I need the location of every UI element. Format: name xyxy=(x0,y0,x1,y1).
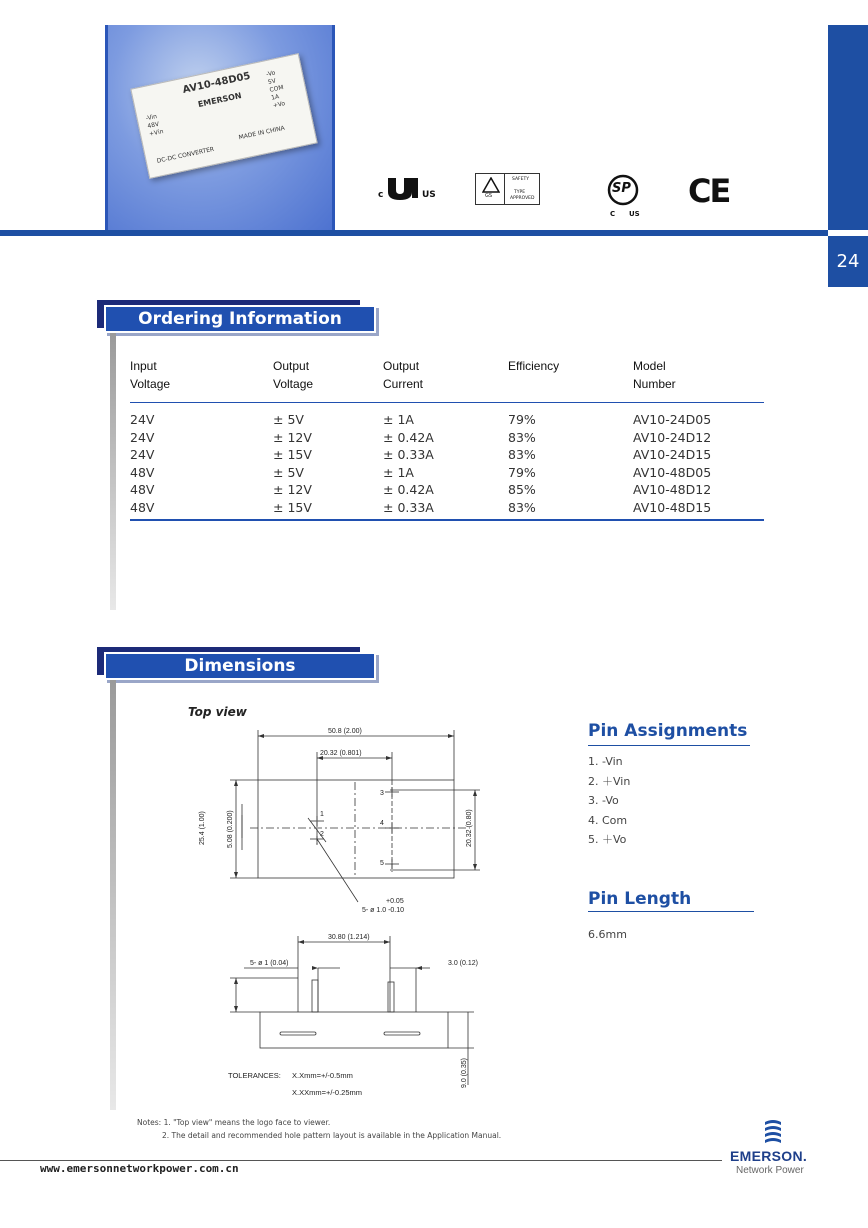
top-view-outline xyxy=(258,780,454,878)
pin-assignments-title: Pin Assignments xyxy=(588,721,748,741)
module-brand: EMERSON xyxy=(197,91,243,110)
pin-label-4: 4 xyxy=(380,820,384,827)
ce-mark: CE xyxy=(688,172,730,210)
ordering-side-rule xyxy=(110,333,116,610)
ordering-section-title: Ordering Information xyxy=(104,305,376,333)
dim-side-span: 30.80 (1.214) xyxy=(328,934,370,941)
dim-overall-width: 50.8 (2.00) xyxy=(328,728,362,735)
tolerances-label: TOLERANCES: xyxy=(228,1071,281,1080)
footer-rule xyxy=(0,1160,722,1161)
emerson-logo-subtext: Network Power xyxy=(736,1165,804,1176)
dimension-drawing xyxy=(180,720,500,1105)
tuv-gs-mark: GS SAFETY TYPE APPROVED xyxy=(475,173,540,205)
list-item: 3. -Vo xyxy=(588,794,619,807)
emerson-globe-icon xyxy=(762,1118,784,1146)
dim-height-right: 20.32 (0.80) xyxy=(466,809,473,847)
dim-pin-span: 20.32 (0.801) xyxy=(320,750,362,757)
dimensions-section-title: Dimensions xyxy=(104,652,376,680)
header-rule xyxy=(0,230,828,236)
pin-label-1: 1 xyxy=(320,811,324,818)
csa-mark: SP C US xyxy=(605,174,645,220)
pin-label-5: 5 xyxy=(380,860,384,867)
pin-label-2: 2 xyxy=(320,831,324,838)
converter-module-image xyxy=(130,53,317,179)
dim-inner-height: 5.08 (0.200) xyxy=(227,810,234,848)
table-header-rule xyxy=(130,402,764,403)
dim-pin-offset: 3.0 (0.12) xyxy=(448,960,478,967)
side-tab xyxy=(828,25,868,230)
ul-mark: c US xyxy=(376,176,446,206)
hole-spec: 5- ø 1.0 -0.10 xyxy=(362,907,405,914)
ul-logo-icon xyxy=(386,176,422,200)
tolerance-1: X.Xmm=+/-0.5mm xyxy=(292,1071,353,1080)
emerson-logo xyxy=(730,1118,830,1178)
module-pins-right: -Vo 5V COM 1A +Vo xyxy=(265,69,286,110)
tuv-triangle-icon xyxy=(482,177,500,193)
list-item: 5. ＋Vo xyxy=(588,833,627,846)
module-part-label: AV10-48D05 xyxy=(181,70,252,96)
pin-length-rule xyxy=(588,911,754,912)
col-header-efficiency: Efficiency xyxy=(508,359,560,373)
dim-side-height: 9.0 (0.35) xyxy=(461,1058,468,1088)
table-row: 48V ± 15V ± 0.33A 83% AV10-48D15 xyxy=(130,499,712,515)
dim-height-left: 25.4 (1.00) xyxy=(199,811,206,845)
list-item: 1. -Vin xyxy=(588,755,623,768)
table-row: 48V ± 5V ± 1A 79% AV10-48D05 xyxy=(130,464,712,480)
table-bottom-rule xyxy=(130,519,764,521)
pin-length-title: Pin Length xyxy=(588,889,692,909)
list-item: 2. ＋Vin xyxy=(588,774,631,788)
hole-tolerance-upper: +0.05 xyxy=(386,898,404,905)
emerson-logo-text: EMERSON. xyxy=(730,1148,808,1164)
table-row: 48V ± 12V ± 0.42A 85% AV10-48D12 xyxy=(130,482,712,497)
col-header-output-voltage: Output Voltage xyxy=(273,359,314,391)
top-view-label: Top view xyxy=(188,705,247,719)
product-photo xyxy=(105,25,335,231)
pin-length-value: 6.6mm xyxy=(588,928,627,941)
pin-label-3: 3 xyxy=(380,790,384,797)
pin-assignments-list xyxy=(588,752,630,850)
list-item: 4. Com xyxy=(588,813,628,827)
col-header-input-voltage: Input Voltage xyxy=(130,359,171,391)
table-row: 24V ± 12V ± 0.42A 83% AV10-24D12 xyxy=(130,429,712,445)
table-row: 24V ± 15V ± 0.33A 83% AV10-24D15 xyxy=(130,447,712,462)
module-pins-left: -Vin 48V +Vin xyxy=(145,113,165,138)
note-1: Notes: 1. "Top view" means the logo face to viewer. xyxy=(137,1118,331,1127)
col-header-output-current: Output Current xyxy=(383,359,424,391)
page-number: 24 xyxy=(828,236,868,287)
module-made-in: MADE IN CHINA xyxy=(238,124,286,142)
footer-url: www.emersonnetworkpower.com.cn xyxy=(40,1162,239,1175)
note-2: 2. The detail and recommended hole pattern layout is available in the Application Manual. xyxy=(162,1131,502,1140)
dim-pin-diameter: 5- ø 1 (0.04) xyxy=(250,960,289,967)
table-body xyxy=(130,411,764,516)
col-header-model-number: Model Number xyxy=(633,359,676,391)
dimensions-side-rule xyxy=(110,680,116,1110)
table-row: 24V ± 5V ± 1A 79% AV10-24D05 xyxy=(130,412,712,427)
module-caption: DC-DC CONVERTER xyxy=(156,145,215,165)
pin-assignments-rule xyxy=(588,745,750,746)
tolerance-2: X.XXmm=+/-0.25mm xyxy=(292,1088,363,1097)
